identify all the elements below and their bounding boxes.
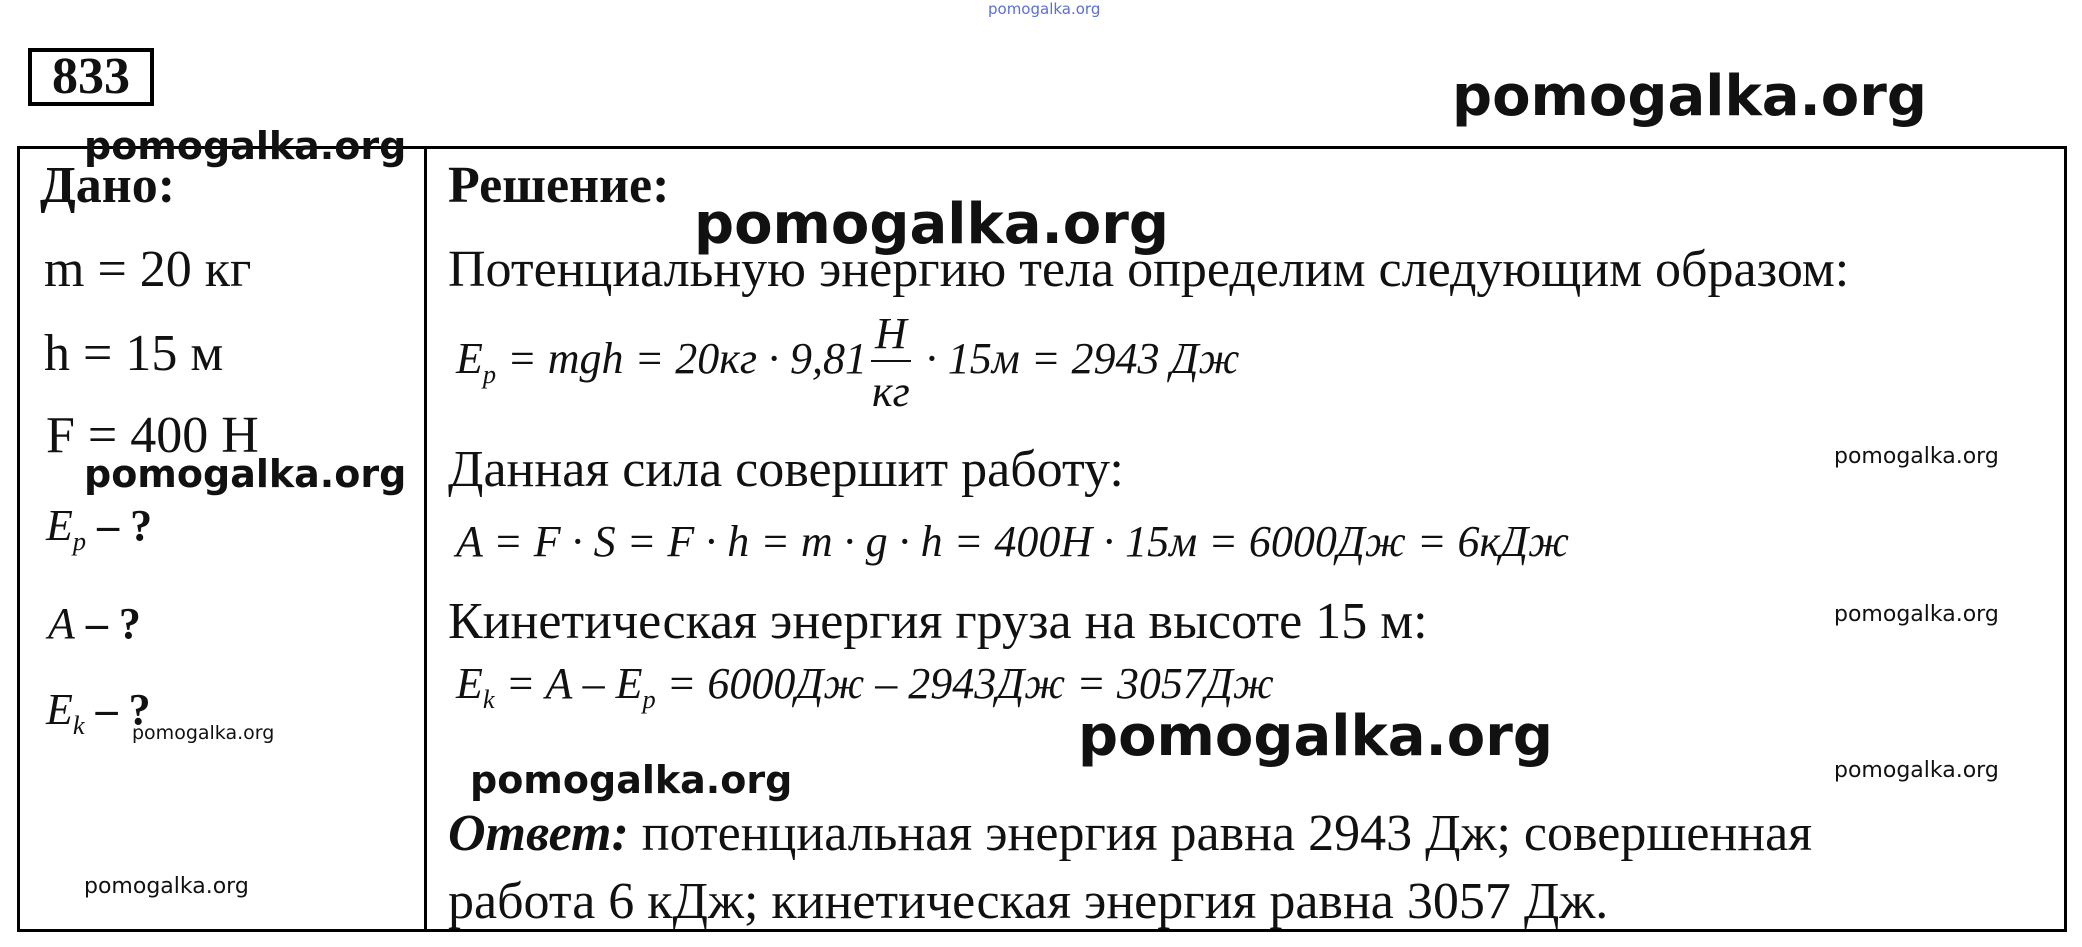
solution-title: Решение: bbox=[448, 157, 670, 214]
given-height: h = 15 м bbox=[44, 325, 224, 382]
watermark-solution-low: pomogalka.org bbox=[470, 758, 793, 802]
watermark-given-top: pomogalka.org bbox=[84, 124, 407, 168]
question-kinetic-energy: $E_k$ – ? bbox=[46, 685, 151, 740]
watermark-given-mid: pomogalka.org bbox=[84, 452, 407, 496]
given-mass: m = 20 кг bbox=[44, 241, 252, 298]
question-potential-energy: $E_p$ – ? bbox=[46, 501, 153, 556]
watermark-given-tiny: pomogalka.org bbox=[132, 722, 275, 744]
answer-line-1: Ответ: потенциальная энергия равна 2943 Дж; совершенная bbox=[448, 805, 1813, 862]
watermark-solution-top: pomogalka.org bbox=[694, 192, 1169, 257]
given-title: Дано: bbox=[40, 157, 176, 214]
formula-kinetic-energy: $E_k = A - E_p = 6000Дж - 2943Дж = 3057Дж$ bbox=[456, 659, 1274, 714]
formula-potential-energy: $E_p$ = mgh = 20кг · 9,81 $\frac{Н}{кг}$ · 15м = 2943 Дж bbox=[456, 309, 1240, 416]
problem-number: 833 bbox=[28, 48, 154, 106]
column-divider bbox=[424, 146, 427, 932]
fraction-n-per-kg: $\frac{Н}{кг}$ bbox=[872, 309, 910, 416]
solution-line-1: Потенциальную энергию тела определим следующим образом: bbox=[448, 241, 1850, 298]
answer-label: Ответ: bbox=[448, 805, 629, 862]
watermark-right-1: pomogalka.org bbox=[1834, 444, 1999, 469]
watermark-right-3: pomogalka.org bbox=[1834, 758, 1999, 783]
watermark-right-2: pomogalka.org bbox=[1834, 602, 1999, 627]
watermark-solution-mid: pomogalka.org bbox=[1078, 704, 1553, 769]
solution-line-2: Данная сила совершит работу: bbox=[448, 441, 1124, 498]
question-work: A – ? bbox=[48, 599, 141, 648]
watermark-header: pomogalka.org bbox=[1452, 64, 1927, 129]
given-force: F = 400 Н bbox=[46, 407, 259, 464]
watermark-given-bottom: pomogalka.org bbox=[84, 874, 249, 899]
answer-line-2: работа 6 кДж; кинетическая энергия равна 3057 Дж. bbox=[448, 873, 1609, 930]
solution-line-3: Кинетическая энергия груза на высоте 15 м: bbox=[448, 593, 1428, 650]
watermark-top: pomogalka.org bbox=[988, 0, 1101, 18]
formula-work: A = F · S = F · h = m · g · h = 400Н · 15м = 6000Дж = 6кДж bbox=[456, 517, 1570, 566]
